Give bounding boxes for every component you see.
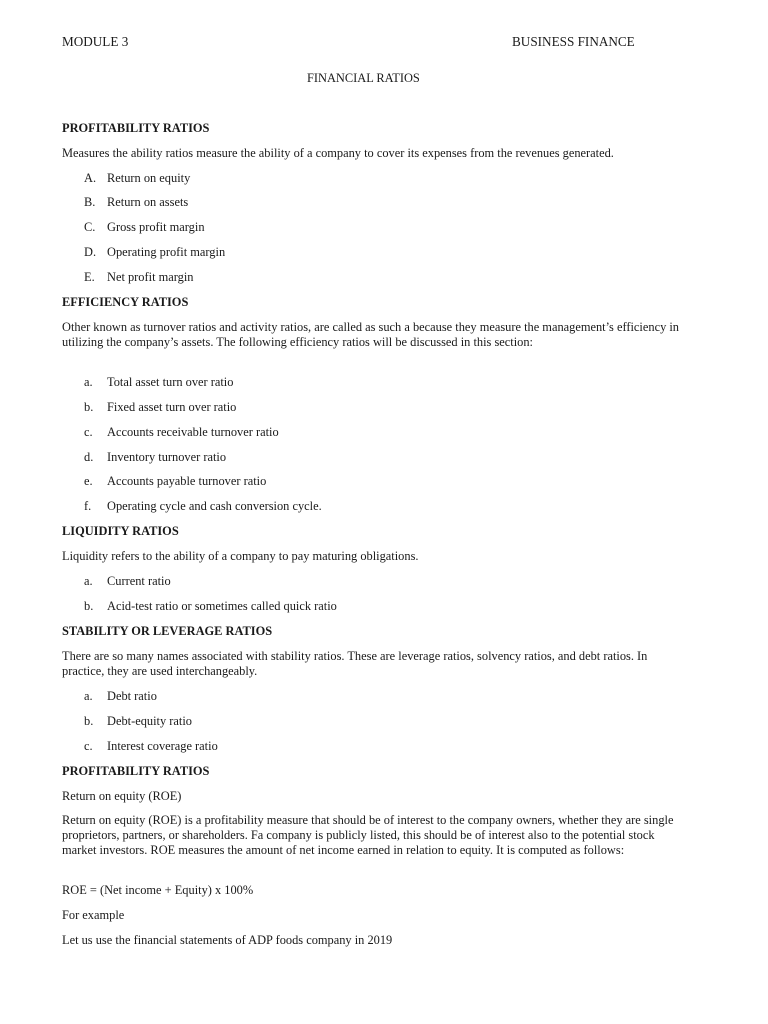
section-text-liquidity: Liquidity refers to the ability of a company to pay maturing obligations. (62, 549, 419, 563)
list-item-label: Interest coverage ratio (107, 739, 218, 753)
section-heading-efficiency: EFFICIENCY RATIOS (62, 295, 189, 309)
section-heading-stability: STABILITY OR LEVERAGE RATIOS (62, 624, 273, 638)
list-item-label: Operating profit margin (107, 245, 226, 259)
list-item-label: Return on equity (107, 171, 191, 185)
list-item-label: Net profit margin (107, 270, 194, 284)
section-heading-profitability-roe: PROFITABILITY RATIOS (62, 764, 210, 778)
list-marker: f. (84, 499, 92, 513)
section-heading-profitability: PROFITABILITY RATIOS (62, 121, 210, 135)
section-text-profitability: Measures the ability ratios measure the ability of a company to cover its expenses from the revenues generated. (62, 146, 614, 160)
list-marker: a. (84, 574, 93, 588)
list-item-label: Acid-test ratio or sometimes called quick ratio (107, 599, 337, 613)
module-label: MODULE 3 (62, 34, 129, 49)
list-marker: d. (84, 450, 94, 464)
list-item-label: Return on assets (107, 195, 189, 209)
list-marker: c. (84, 739, 93, 753)
list-item-label: Debt ratio (107, 689, 157, 703)
document-title: FINANCIAL RATIOS (307, 71, 420, 85)
list-item-label: Accounts receivable turnover ratio (107, 425, 279, 439)
roe-formula: ROE = (Net income + Equity) x 100% (62, 883, 254, 897)
list-marker: c. (84, 425, 93, 439)
section-text-stability: There are so many names associated with stability ratios. These are leverage ratios, solvency ratios, and debt ratios. In practice, they are used interchangeably. (62, 649, 648, 678)
list-marker: a. (84, 375, 93, 389)
list-marker: a. (84, 689, 93, 703)
list-marker: C. (84, 220, 96, 234)
paragraph-for-example: For example (62, 908, 125, 922)
list-marker: A. (84, 171, 97, 185)
paragraph-example-intro: Let us use the financial statements of ADP foods company in 2019 (62, 933, 393, 947)
list-marker: e. (84, 474, 93, 488)
list-marker: D. (84, 245, 97, 259)
list-marker: E. (84, 270, 95, 284)
list-item-label: Fixed asset turn over ratio (107, 400, 237, 414)
list-item-label: Current ratio (107, 574, 171, 588)
list-item-label: Operating cycle and cash conversion cycle. (107, 499, 322, 513)
paragraph-roe-label: Return on equity (ROE) (62, 789, 182, 803)
list-marker: b. (84, 400, 94, 414)
list-item-label: Accounts payable turnover ratio (107, 474, 267, 488)
list-item-label: Debt-equity ratio (107, 714, 192, 728)
paragraph-roe-description: Return on equity (ROE) is a profitability measure that should be of interest to the company owners, whether they are single proprietors, partners, or shareholders. Fa company is publicly listed, this should be of interest also to the potential stock market investors. ROE measures the amount of net income earned in relation to equity. It is computed as follows: (62, 813, 674, 857)
list-item-label: Inventory turnover ratio (107, 450, 227, 464)
section-text-efficiency: Other known as turnover ratios and activity ratios, are called as such a because they measure the management’s efficiency in utilizing the company’s assets. The following efficiency ratios will be discussed in this section: (62, 320, 680, 349)
list-marker: B. (84, 195, 96, 209)
section-heading-liquidity: LIQUIDITY RATIOS (62, 524, 179, 538)
list-marker: b. (84, 714, 94, 728)
list-item-label: Gross profit margin (107, 220, 205, 234)
list-item-label: Total asset turn over ratio (107, 375, 234, 389)
subject-label: BUSINESS FINANCE (512, 34, 635, 49)
list-marker: b. (84, 599, 94, 613)
